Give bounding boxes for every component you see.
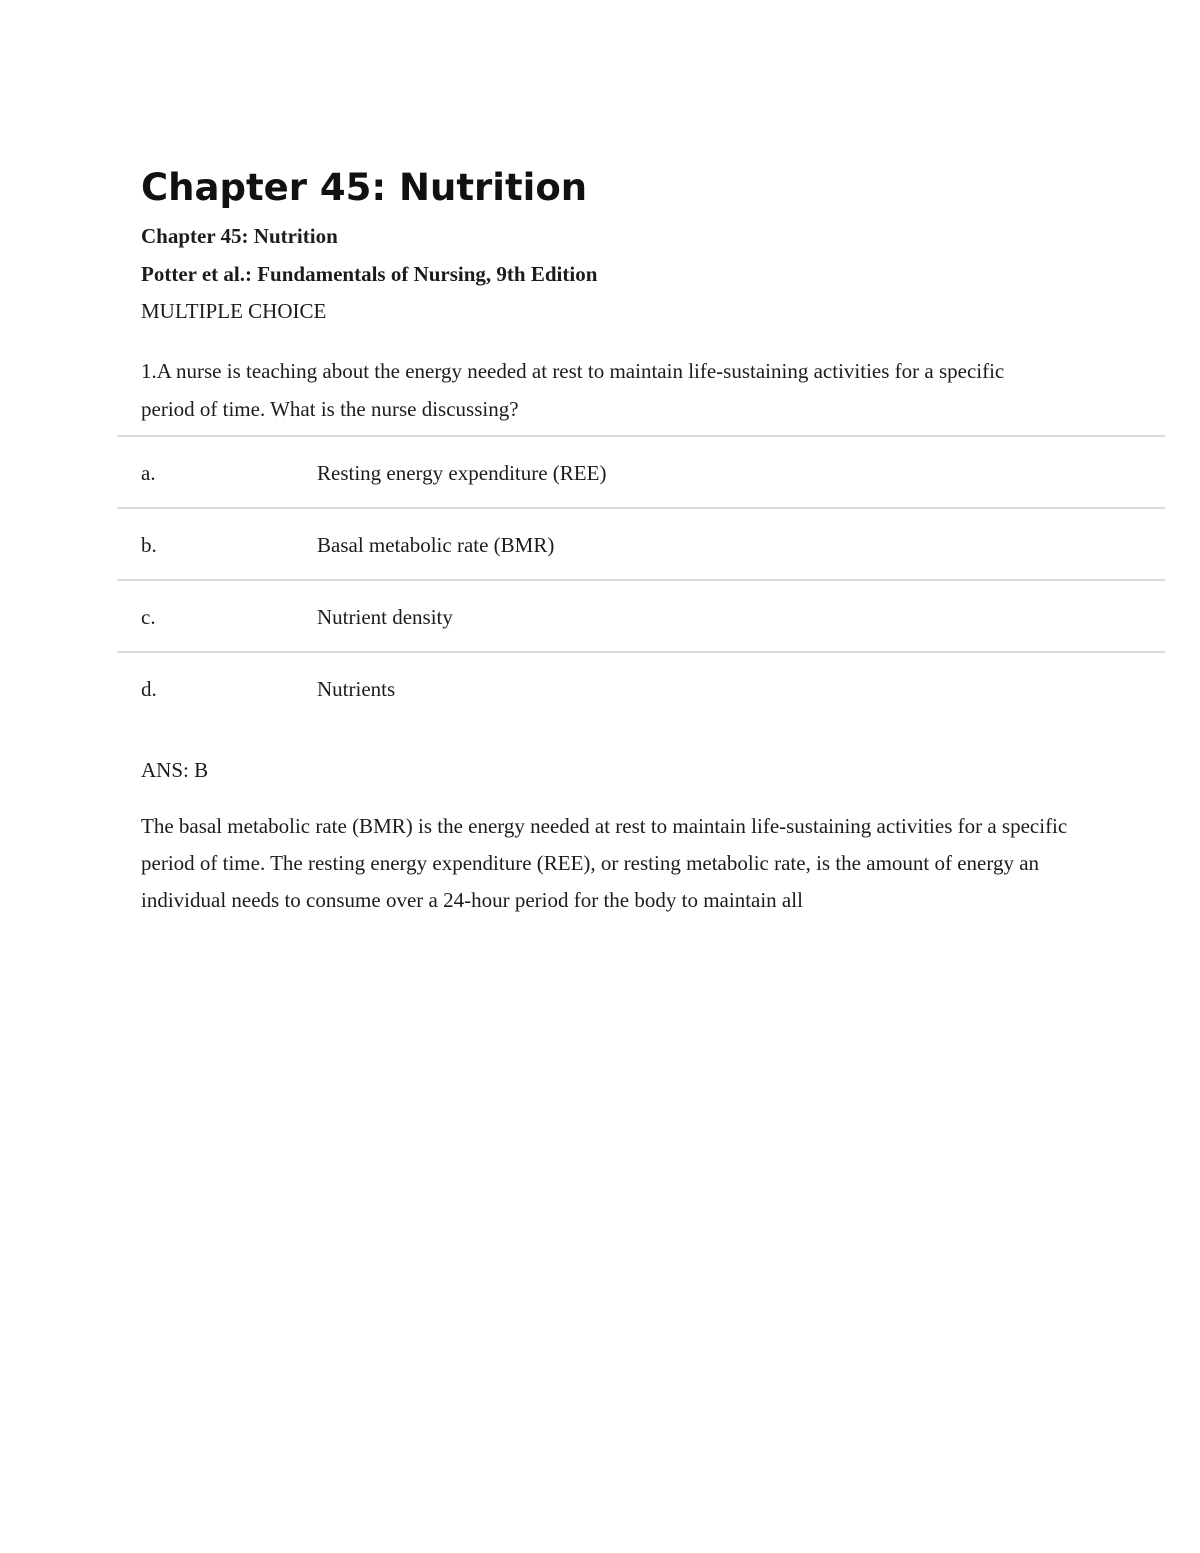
rationale-text: The basal metabolic rate (BMR) is the energy needed at rest to maintain life-sustaining activities for a specific period of time. The resting energy expenditure (REE), or resting metabolic rate, is the amount of energy an individual needs to consume over a 24-hour period for the body to maintain all xyxy=(141,814,1068,912)
option-letter: a. xyxy=(141,461,156,485)
option-row-d xyxy=(117,651,1165,723)
option-letter: c. xyxy=(141,605,156,629)
option-text: Nutrients xyxy=(317,677,396,701)
chapter-subtitle: Chapter 45: Nutrition xyxy=(141,224,338,248)
option-letter: d. xyxy=(141,677,157,701)
option-text: Resting energy expenditure (REE) xyxy=(317,461,607,485)
page-title: Chapter 45: Nutrition xyxy=(141,166,588,209)
section-heading: MULTIPLE CHOICE xyxy=(141,299,327,323)
question-text: 1.A nurse is teaching about the energy needed at rest to maintain life-sustaining activities for a specific period of time. What is the nurse discussing? xyxy=(141,359,1005,421)
option-letter: b. xyxy=(141,533,157,557)
option-text: Nutrient density xyxy=(317,605,453,629)
book-title: Potter et al.: Fundamentals of Nursing, 9th Edition xyxy=(141,262,598,286)
option-row-c xyxy=(117,579,1165,651)
option-text: Basal metabolic rate (BMR) xyxy=(317,533,555,557)
answer-key: ANS: B xyxy=(141,758,209,782)
option-row-b xyxy=(117,507,1165,579)
answer-options-table xyxy=(117,435,1165,723)
option-row-a xyxy=(117,435,1165,507)
